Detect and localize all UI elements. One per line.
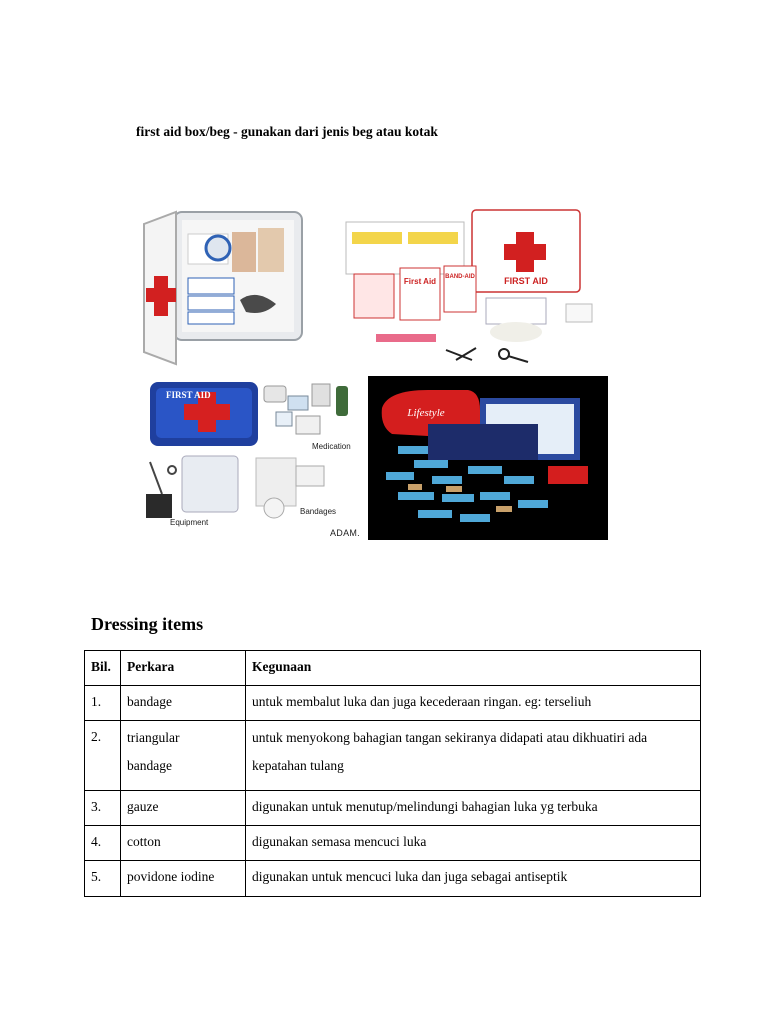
kit-label-b: BAND-AID: [445, 274, 475, 280]
row-number: 5.: [85, 861, 121, 897]
open-first-aid-box-image: [136, 204, 312, 372]
row-use: digunakan untuk mencuci luka dan juga sebagai antiseptik: [246, 861, 701, 897]
row-number: 3.: [85, 791, 121, 826]
table-row: [85, 686, 701, 721]
row-use-line: kepatahan tulang: [252, 758, 344, 773]
row-use: digunakan untuk menutup/melindungi bahagian luka yg terbuka: [246, 791, 701, 826]
medication-label: Medication: [312, 442, 351, 451]
first-aid-photo-collage: [136, 204, 608, 540]
row-number: 4.: [85, 826, 121, 861]
table-row: [85, 861, 701, 897]
row-number: 1.: [85, 686, 121, 721]
dressing-items-table: [84, 650, 701, 897]
row-use-line: untuk menyokong bahagian tangan sekiranya didapati atau dikhuatiri ada: [252, 730, 648, 745]
section-title: Dressing items: [91, 614, 204, 634]
row-use-cell: [246, 721, 701, 791]
intro-text: first aid box/beg - gunakan dari jenis beg atau kotak: [136, 124, 438, 139]
kit-label-a: First Aid: [403, 277, 437, 286]
row-item: cotton: [121, 826, 246, 861]
table-row: [85, 721, 701, 791]
table-row: [85, 826, 701, 861]
case-label: FIRST AID: [504, 276, 548, 286]
adam-first-aid-illustration: [136, 376, 364, 540]
first-aid-bag-image: [368, 376, 608, 540]
table-header-row: [85, 651, 701, 686]
row-item: povidone iodine: [121, 861, 246, 897]
adam-logo: ADAM.: [329, 528, 360, 538]
box-label: FIRST AID: [166, 390, 211, 400]
header-kegunaan: Kegunaan: [246, 651, 701, 686]
row-item: gauze: [121, 791, 246, 826]
equipment-label: Equipment: [170, 518, 209, 527]
header-bil: Bil.: [85, 651, 121, 686]
row-item-line: bandage: [127, 758, 172, 773]
bandages-label: Bandages: [300, 507, 337, 516]
row-number: 2.: [85, 721, 121, 791]
table-row: [85, 791, 701, 826]
row-use: untuk membalut luka dan juga kecederaan ringan. eg: terseliuh: [246, 686, 701, 721]
row-item-line: triangular: [127, 730, 180, 745]
row-use: digunakan semasa mencuci luka: [246, 826, 701, 861]
bag-label: Lifestyle: [407, 407, 445, 419]
row-item-cell: [121, 721, 246, 791]
header-perkara: Perkara: [121, 651, 246, 686]
first-aid-kit-contents-image: [336, 204, 608, 372]
row-item: bandage: [121, 686, 246, 721]
